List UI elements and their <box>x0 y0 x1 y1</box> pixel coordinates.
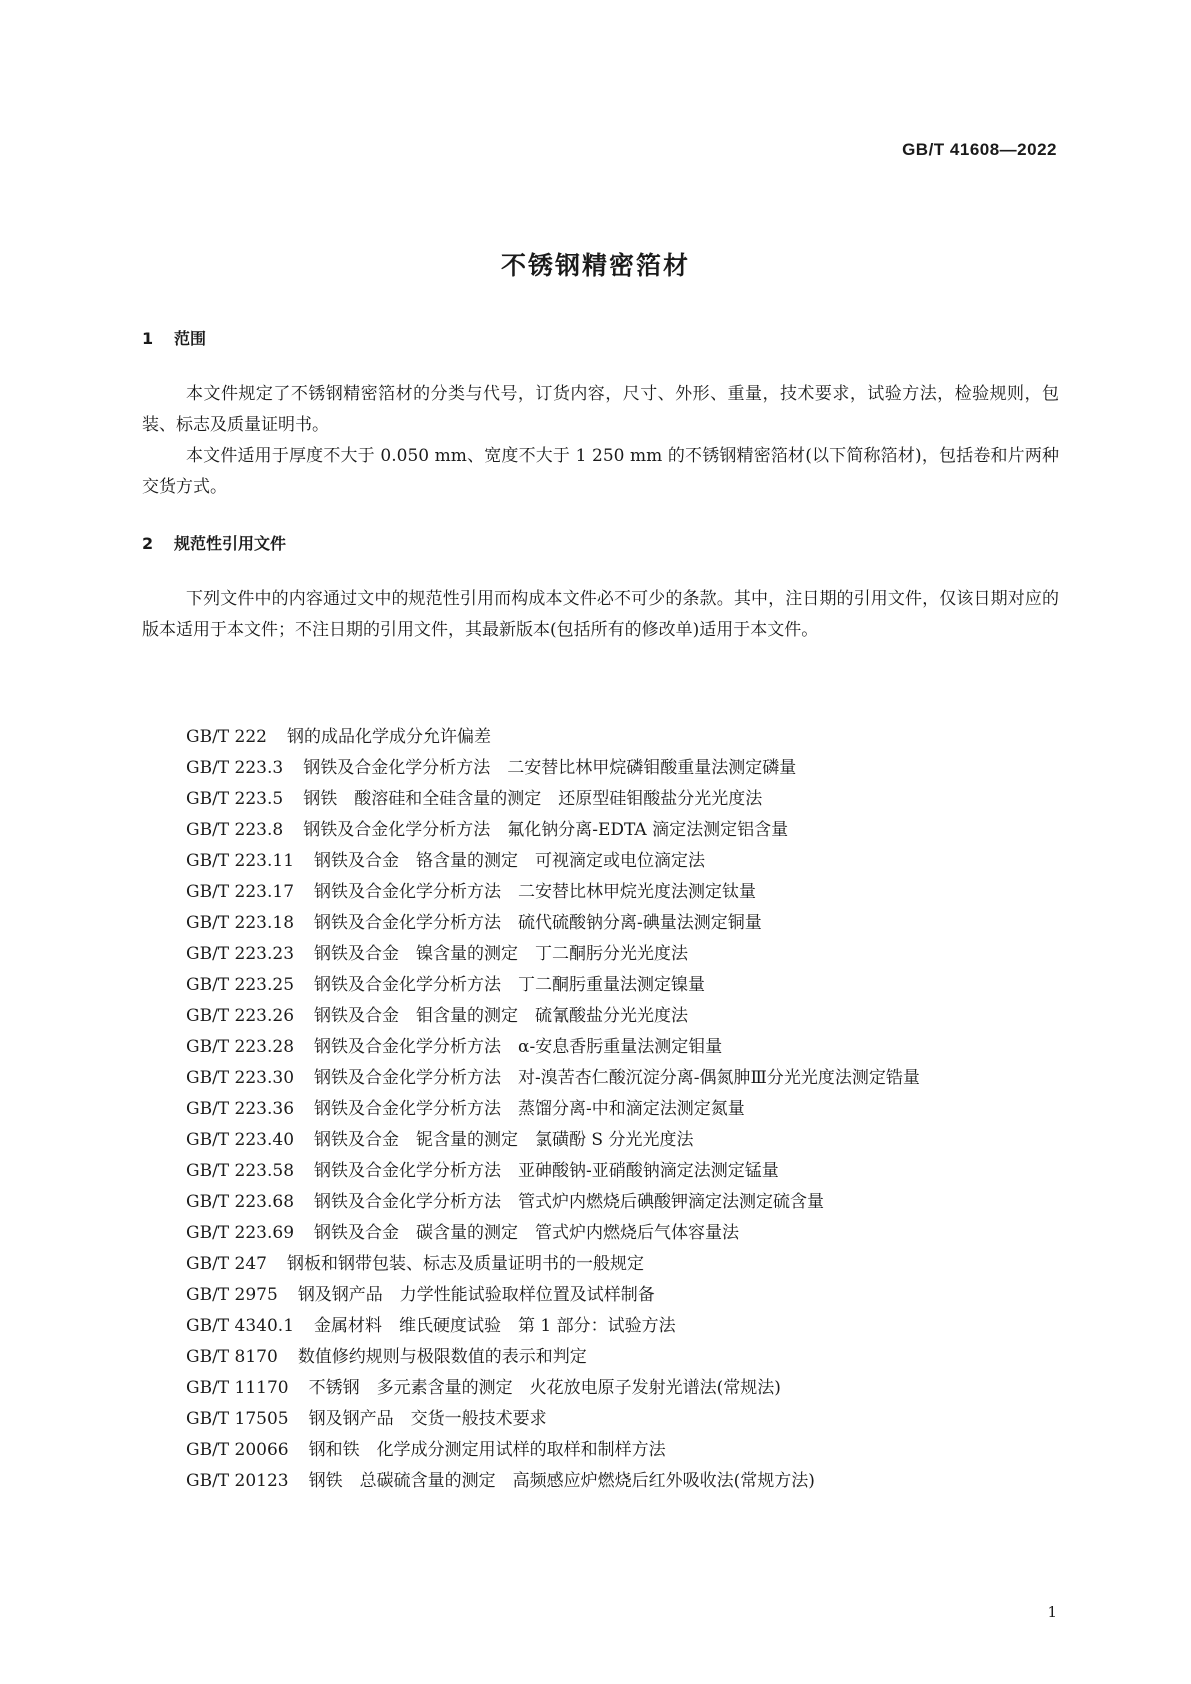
reference-title: 钢铁及合金 钼含量的测定 硫氰酸盐分光光度法 <box>314 1006 689 1026</box>
reference-code: GB/T 223.8 <box>186 820 284 840</box>
reference-title: 钢铁及合金 镍含量的测定 丁二酮肟分光光度法 <box>314 944 689 964</box>
reference-item <box>142 1001 1059 1032</box>
reference-list <box>142 722 1059 1497</box>
section-1-heading <box>142 326 206 349</box>
reference-code: GB/T 223.28 <box>186 1037 295 1057</box>
reference-title: 钢铁及合金化学分析方法 管式炉内燃烧后碘酸钾滴定法测定硫含量 <box>314 1192 825 1212</box>
section-number: 2 <box>142 534 154 553</box>
reference-item <box>142 939 1059 970</box>
reference-title: 钢铁及合金 碳含量的测定 管式炉内燃烧后气体容量法 <box>314 1223 740 1243</box>
reference-title: 钢及钢产品 力学性能试验取样位置及试样制备 <box>297 1285 655 1305</box>
references-intro: 下列文件中的内容通过文中的规范性引用而构成本文件必不可少的条款。其中，注日期的引用文件，仅该日期对应的版本适用于本文件；不注日期的引用文件，其最新版本(包括所有的修改单)适用于本文件。 <box>142 589 1059 640</box>
reference-item <box>142 1404 1059 1435</box>
reference-item <box>142 1032 1059 1063</box>
reference-item <box>142 1466 1059 1497</box>
reference-item <box>142 784 1059 815</box>
reference-code: GB/T 223.40 <box>186 1130 295 1150</box>
reference-code: GB/T 223.17 <box>186 882 295 902</box>
reference-item <box>142 970 1059 1001</box>
document-title: 不锈钢精密箔材 <box>500 251 690 280</box>
page-number: 1 <box>1047 1603 1057 1621</box>
reference-item <box>142 1094 1059 1125</box>
reference-item <box>142 1311 1059 1342</box>
reference-item <box>142 722 1059 753</box>
section-number: 1 <box>142 329 154 348</box>
reference-code: GB/T 222 <box>186 727 267 747</box>
section-title: 范围 <box>174 329 207 348</box>
reference-code: GB/T 223.26 <box>186 1006 295 1026</box>
reference-title: 钢铁及合金化学分析方法 α-安息香肟重量法测定钼量 <box>314 1037 723 1057</box>
reference-code: GB/T 223.18 <box>186 913 295 933</box>
reference-item <box>142 1063 1059 1094</box>
scope-paragraph-1: 本文件规定了不锈钢精密箔材的分类与代号，订货内容，尺寸、外形、重量，技术要求，试验方法，检验规则，包装、标志及质量证明书。 <box>142 384 1059 435</box>
reference-title: 钢铁及合金 铬含量的测定 可视滴定或电位滴定法 <box>314 851 706 871</box>
reference-code: GB/T 223.3 <box>186 758 284 778</box>
reference-title: 金属材料 维氏硬度试验 第 1 部分：试验方法 <box>314 1316 676 1336</box>
reference-item <box>142 1280 1059 1311</box>
reference-code: GB/T 223.69 <box>186 1223 295 1243</box>
reference-code: GB/T 11170 <box>186 1378 289 1398</box>
reference-title: 钢铁及合金化学分析方法 氟化钠分离-EDTA 滴定法测定铝含量 <box>303 820 789 840</box>
reference-item <box>142 1435 1059 1466</box>
reference-code: GB/T 223.5 <box>186 789 284 809</box>
section-title: 规范性引用文件 <box>174 534 287 553</box>
reference-item <box>142 1156 1059 1187</box>
reference-title: 钢板和钢带包装、标志及质量证明书的一般规定 <box>287 1254 644 1274</box>
reference-code: GB/T 223.23 <box>186 944 295 964</box>
reference-title: 数值修约规则与极限数值的表示和判定 <box>297 1347 587 1367</box>
reference-title: 钢铁及合金化学分析方法 蒸馏分离-中和滴定法测定氮量 <box>314 1099 745 1119</box>
reference-code: GB/T 20066 <box>186 1440 289 1460</box>
reference-title: 钢铁及合金化学分析方法 二安替比林甲烷光度法测定钛量 <box>314 882 757 902</box>
reference-title: 钢及钢产品 交货一般技术要求 <box>308 1409 547 1429</box>
standard-number: GB/T 41608—2022 <box>902 140 1057 159</box>
reference-item <box>142 1373 1059 1404</box>
reference-code: GB/T 247 <box>186 1254 267 1274</box>
reference-item <box>142 1187 1059 1218</box>
scope-paragraph-2: 本文件适用于厚度不大于 0.050 mm、宽度不大于 1 250 mm 的不锈钢精密箔材(以下简称箔材)，包括卷和片两种交货方式。 <box>142 446 1059 497</box>
reference-code: GB/T 223.11 <box>186 851 295 871</box>
section-2-heading <box>142 531 286 554</box>
reference-code: GB/T 8170 <box>186 1347 278 1367</box>
reference-title: 钢和铁 化学成分测定用试样的取样和制样方法 <box>308 1440 666 1460</box>
reference-title: 钢铁及合金化学分析方法 二安替比林甲烷磷钼酸重量法测定磷量 <box>303 758 797 778</box>
reference-item <box>142 877 1059 908</box>
reference-title: 钢铁 总碳硫含量的测定 高频感应炉燃烧后红外吸收法(常规方法) <box>308 1471 815 1491</box>
reference-title: 钢铁及合金 铌含量的测定 氯磺酚 S 分光光度法 <box>314 1130 694 1150</box>
reference-item <box>142 815 1059 846</box>
reference-title: 钢的成品化学成分允许偏差 <box>287 727 491 747</box>
reference-code: GB/T 223.58 <box>186 1161 295 1181</box>
reference-title: 钢铁及合金化学分析方法 丁二酮肟重量法测定镍量 <box>314 975 706 995</box>
reference-title: 不锈钢 多元素含量的测定 火花放电原子发射光谱法(常规法) <box>308 1378 781 1398</box>
reference-title: 钢铁 酸溶硅和全硅含量的测定 还原型硅钼酸盐分光光度法 <box>303 789 763 809</box>
reference-title: 钢铁及合金化学分析方法 硫代硫酸钠分离-碘量法测定铜量 <box>314 913 762 933</box>
reference-title: 钢铁及合金化学分析方法 对-溴苦杏仁酸沉淀分离-偶氮胂Ⅲ分光光度法测定锆量 <box>314 1068 920 1088</box>
reference-item <box>142 1218 1059 1249</box>
reference-item <box>142 846 1059 877</box>
reference-code: GB/T 223.30 <box>186 1068 295 1088</box>
reference-item <box>142 753 1059 784</box>
reference-code: GB/T 4340.1 <box>186 1316 295 1336</box>
reference-code: GB/T 223.68 <box>186 1192 295 1212</box>
reference-item <box>142 1249 1059 1280</box>
reference-item <box>142 1342 1059 1373</box>
reference-item <box>142 908 1059 939</box>
reference-code: GB/T 223.25 <box>186 975 295 995</box>
reference-code: GB/T 223.36 <box>186 1099 295 1119</box>
reference-title: 钢铁及合金化学分析方法 亚砷酸钠-亚硝酸钠滴定法测定锰量 <box>314 1161 779 1181</box>
reference-code: GB/T 2975 <box>186 1285 278 1305</box>
reference-code: GB/T 17505 <box>186 1409 289 1429</box>
reference-item <box>142 1125 1059 1156</box>
reference-code: GB/T 20123 <box>186 1471 289 1491</box>
